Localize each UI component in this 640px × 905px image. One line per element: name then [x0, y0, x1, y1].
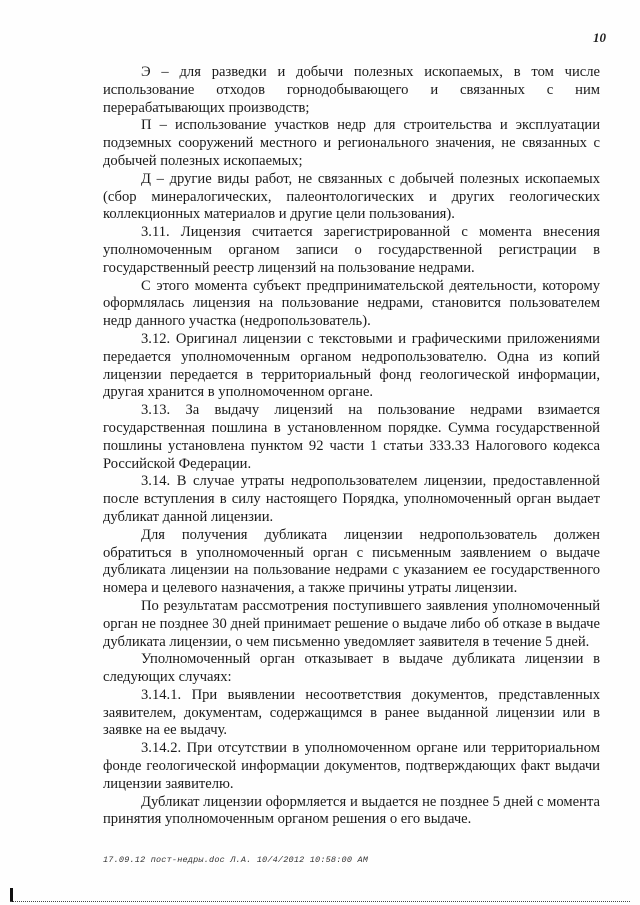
paragraph-3-14: 3.14. В случае утраты недропользователем лицензии, предоставленной после вступления в силу настоящего Порядка, уполномоченный орган выдает дубликат данной лицензии. [103, 473, 600, 525]
paragraph-duplicate-issue: Дубликат лицензии оформляется и выдается не позднее 5 дней с момента принятия уполномоченным органом решения о его выдаче. [103, 793, 600, 828]
paragraph-3-11-cont: С этого момента субъект предпринимательской деятельности, которому оформлялась лицензия на пользование недрами, становится пользователем недр данного участка (недропользователь). [103, 277, 600, 330]
scan-corner-mark [10, 888, 13, 902]
paragraph-3-13: 3.13. За выдачу лицензий на пользование недрами взимается государственная пошлина в установленном порядке. Сумма государственной пошлины установлена пунктом 92 части 1 статьи 333.33 Налогового кодекса Российской Федерации. [103, 402, 600, 472]
paragraph-3-12: 3.12. Оригинал лицензии с текстовыми и графическими приложениями передается уполномоченным органом недропользователю. Одна из копий лицензии передается в территориальный фонд геологической информации, другая хранится в уполномоченном органе. [103, 330, 600, 401]
document-body [103, 64, 600, 829]
paragraph-e: Э – для разведки и добычи полезных ископаемых, в том числе использование отходов горнодобывающего и связанных с ним перерабатывающих производств; [103, 64, 600, 116]
page-number: 10 [593, 30, 606, 45]
paragraph-3-14-duplicate-request: Для получения дубликата лицензии недропользователь должен обратиться в уполномоченный орган с письменным заявлением о выдаче дубликата лицензии на пользование недрами с указанием ее государственного номера и целевого назначения, а также причины утраты лицензии. [103, 526, 600, 597]
paragraph-refusal-cases: Уполномоченный орган отказывает в выдаче дубликата лицензии в следующих случаях: [103, 651, 600, 686]
paragraph-3-14-review: По результатам рассмотрения поступившего заявления уполномоченный орган не позднее 30 дней принимает решение о выдаче либо об отказе в выдаче дубликата лицензии, о чем письменно уведомляет заявителя в течение 5 дней. [103, 597, 600, 650]
paragraph-d: Д – другие виды работ, не связанных с добычей полезных ископаемых (сбор минералогических, палеонтологических и других геологических коллекционных материалов и другие цели пользования). [103, 170, 600, 223]
scan-bottom-rule [10, 901, 630, 903]
paragraph-3-11: 3.11. Лицензия считается зарегистрированной с момента внесения уполномоченным органом записи о государственной регистрации в государственный реестр лицензий на пользование недрами. [103, 224, 600, 276]
paragraph-3-14-1: 3.14.1. При выявлении несоответствия документов, представленных заявителем, документам, содержащимся в ранее выданной лицензии или в заявке на ее выдачу. [103, 686, 600, 739]
paragraph-3-14-2: 3.14.2. При отсутствии в уполномоченном органе или территориальном фонде геологической информации документов, подтверждающих факт выдачи лицензии заявителю. [103, 740, 600, 792]
paragraph-p: П – использование участков недр для строительства и эксплуатации подземных сооружений местного и регионального значения, не связанных с добычей полезных ископаемых; [103, 117, 600, 169]
document-footer: 17.09.12 пост-недры.doc Л.А. 10/4/2012 10:58:00 AM [103, 855, 369, 865]
